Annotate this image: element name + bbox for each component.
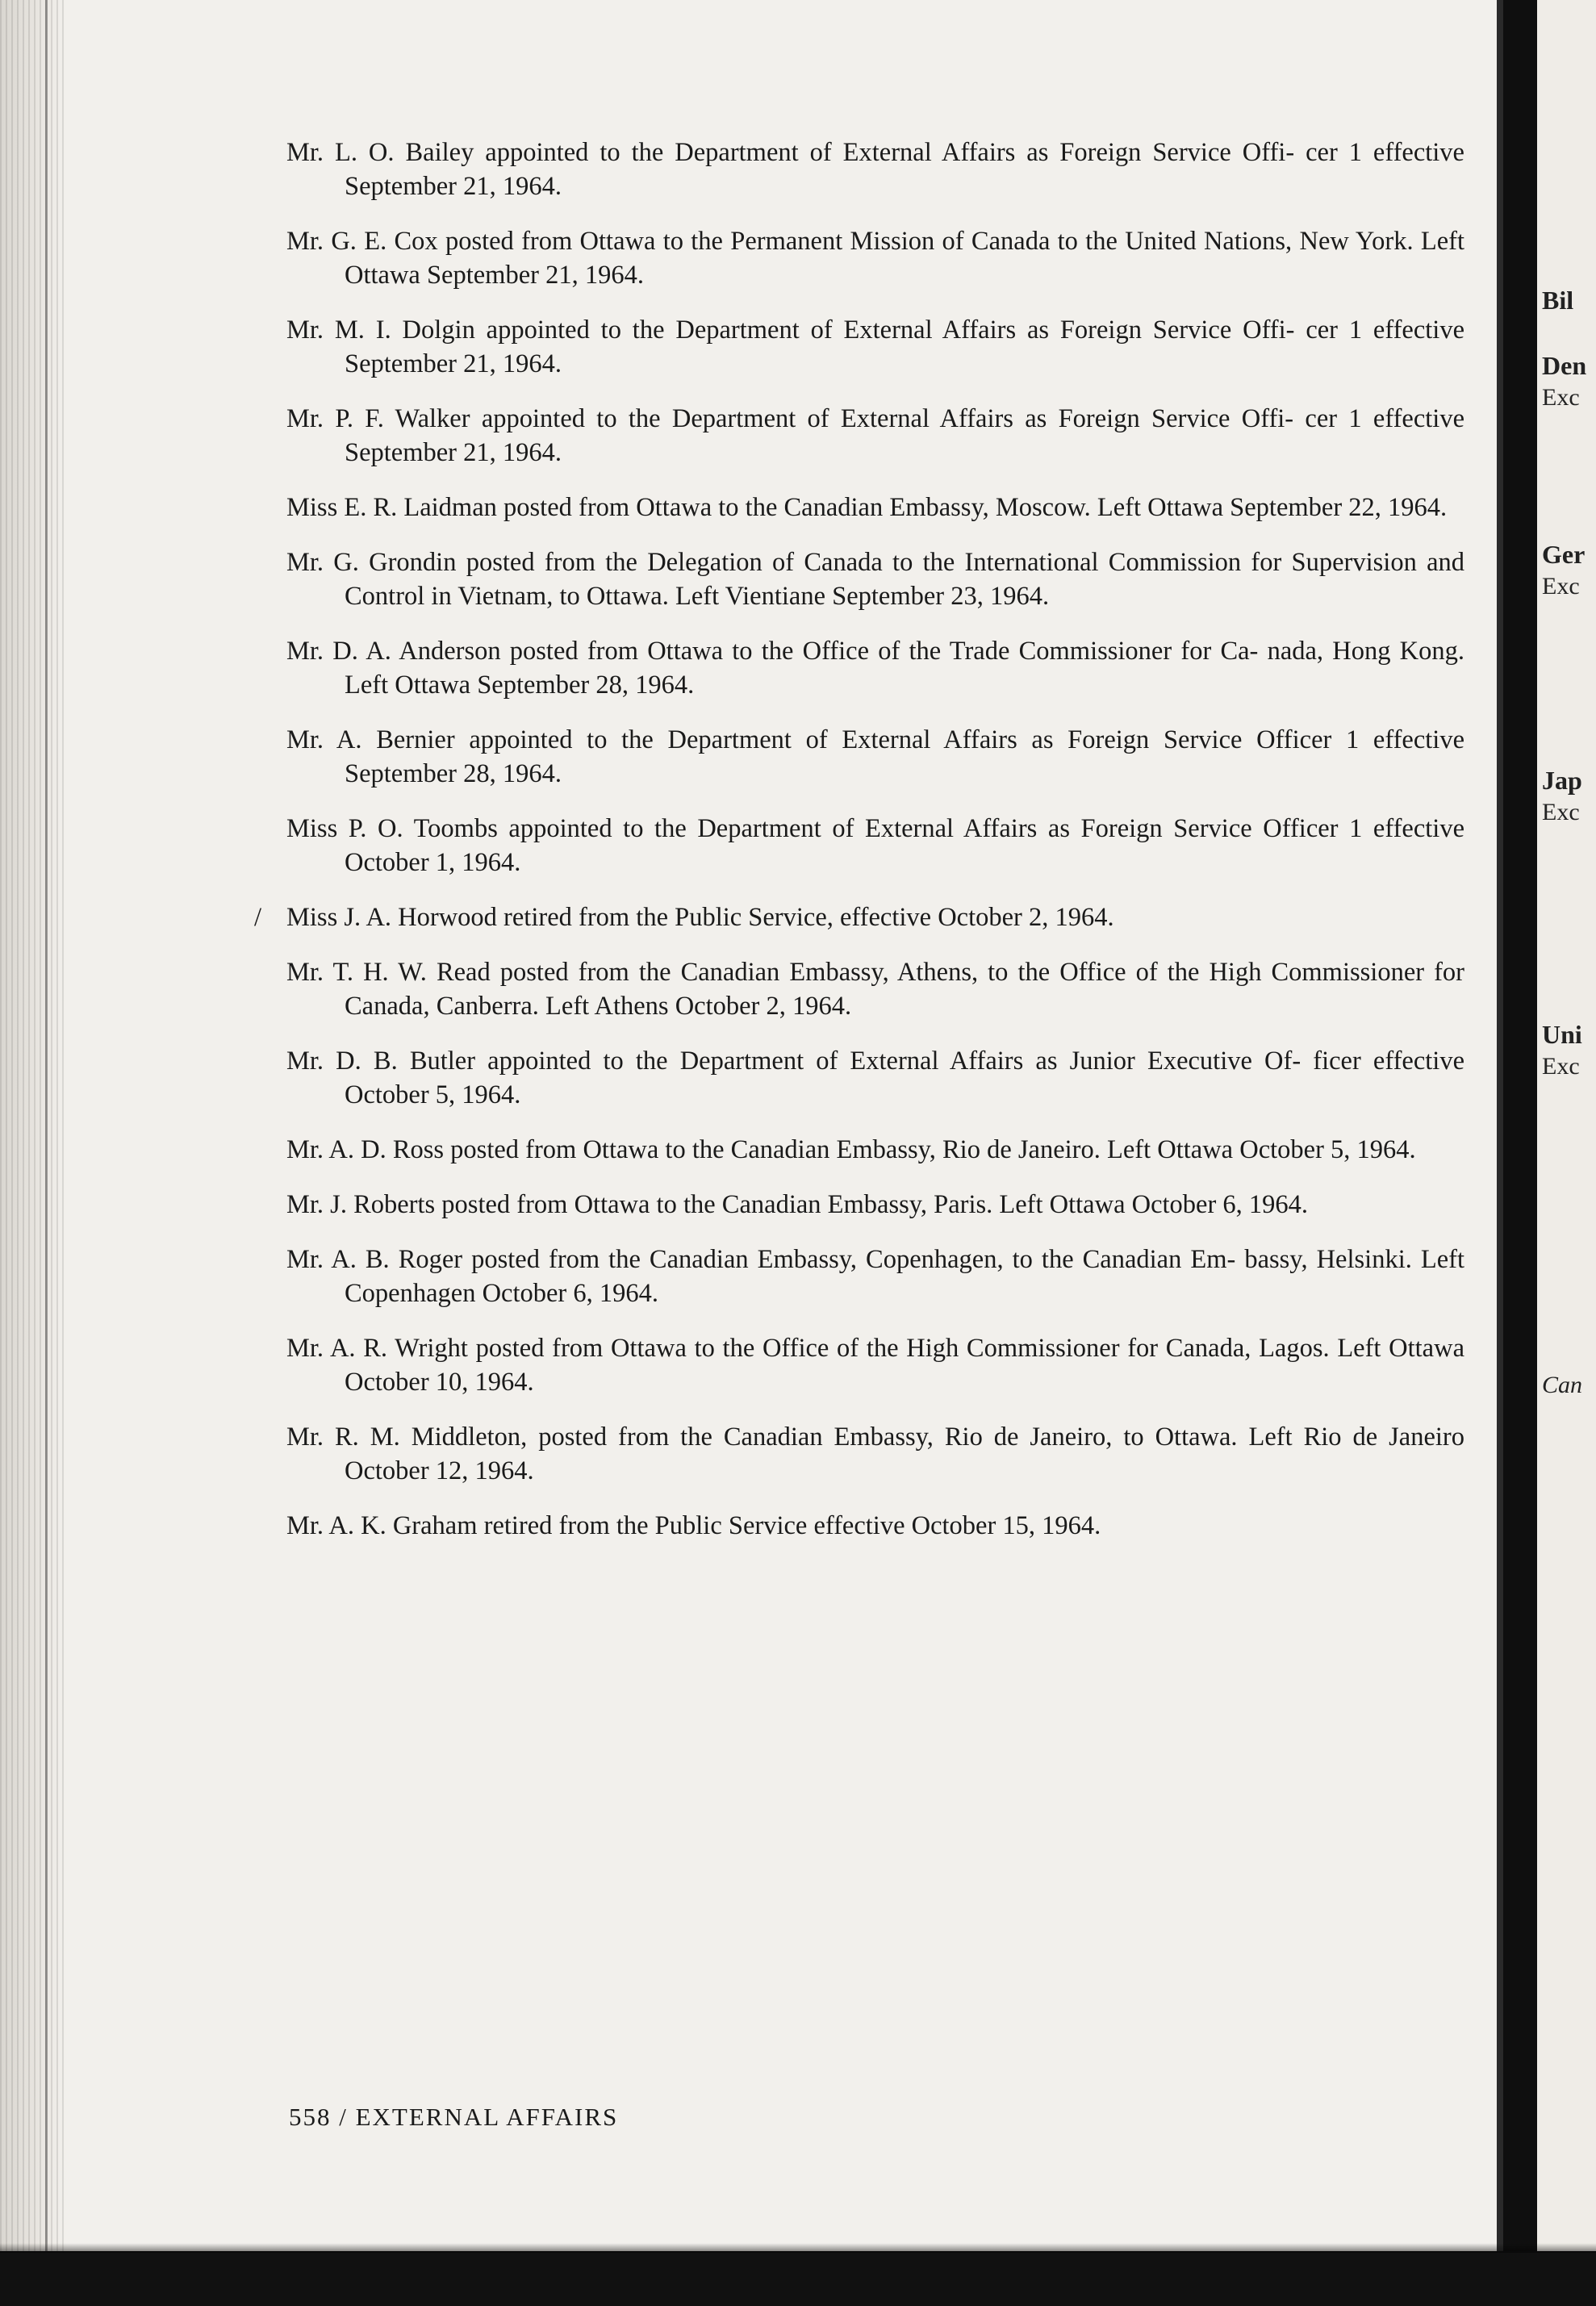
document-body [254,136,1464,1564]
appointment-entry [286,1243,1464,1310]
entry-text: Mr. G. E. Cox posted from Ottawa to the Permanent Mission of Canada to the United Nations, New York. Left Ottawa September 21, 1964. [286,227,1464,290]
appointment-entry [286,1331,1464,1399]
entry-text: Mr. P. F. Walker appointed to the Department of External Affairs as Foreign Service Offi- cer 1 effective September 21, 1964. [286,404,1464,467]
entry-text: Mr. A. Bernier appointed to the Department of External Affairs as Foreign Service Officer 1 effective September 28, 1964. [286,725,1464,788]
entry-text: Miss P. O. Toombs appointed to the Department of External Affairs as Foreign Service Officer 1 effective October 1, 1964. [286,814,1464,877]
appointment-entry [286,1044,1464,1112]
appointment-entry [286,1133,1464,1167]
margin-mark: / [254,903,262,932]
entry-text: Mr. A. D. Ross posted from Ottawa to the Canadian Embassy, Rio de Janeiro. Left Ottawa October 5, 1964. [286,1135,1416,1164]
adjacent-page-fragment: Exc [1542,573,1580,599]
appointment-entry [286,224,1464,292]
entry-text: Mr. J. Roberts posted from Ottawa to the Canadian Embassy, Paris. Left Ottawa October 6, 1964. [286,1190,1309,1219]
appointment-entry [286,723,1464,791]
adjacent-page-fragment: Bil [1542,286,1574,315]
appointment-entry [286,313,1464,381]
appointment-entry [254,900,1464,934]
entry-text: Mr. A. K. Graham retired from the Public Service effective October 15, 1964. [286,1511,1101,1540]
adjacent-page-fragment: Exc [1542,384,1580,411]
entry-text: Mr. M. I. Dolgin appointed to the Department of External Affairs as Foreign Service Offi- cer 1 effective September 21, 1964. [286,315,1464,378]
scan-bottom-border [0,2251,1596,2306]
adjacent-page-fragment: Uni [1542,1020,1582,1049]
entry-text: Miss J. A. Horwood retired from the Public Service, effective October 2, 1964. [286,903,1114,932]
appointment-entry [286,1188,1464,1222]
entry-text: Mr. A. R. Wright posted from Ottawa to the Office of the High Commissioner for Canada, Lagos. Left Ottawa October 10, 1964. [286,1334,1464,1397]
entry-text: Mr. D. A. Anderson posted from Ottawa to the Office of the Trade Commissioner for Ca- nada, Hong Kong. Left Ottawa September 28, 1964. [286,637,1464,700]
appointment-entry [286,545,1464,613]
entry-text: Mr. D. B. Butler appointed to the Department of External Affairs as Junior Executive Of- ficer effective October 5, 1964. [286,1046,1464,1109]
adjacent-page-fragment: Can [1542,1372,1583,1398]
appointment-entry [286,812,1464,879]
adjacent-page-margin [1537,0,1596,2306]
adjacent-page-fragment: Exc [1542,1053,1580,1080]
adjacent-page-fragment: Den [1542,351,1587,380]
adjacent-page-fragment: Exc [1542,799,1580,825]
adjacent-page-fragment: Jap [1542,766,1582,795]
adjacent-page-fragment: Ger [1542,540,1586,569]
appointment-entry [286,402,1464,470]
appointment-entry [286,136,1464,203]
page-footer: 558 / EXTERNAL AFFAIRS [289,2103,619,2131]
appointment-entry [286,1509,1464,1543]
entry-text: Mr. L. O. Bailey appointed to the Department of External Affairs as Foreign Service Offi- cer 1 effective September 21, 1964. [286,138,1464,201]
entry-text: Mr. T. H. W. Read posted from the Canadian Embassy, Athens, to the Office of the High Commissioner for Canada, Canberra. Left Athens October 2, 1964. [286,958,1464,1021]
appointment-entry [286,634,1464,702]
appointment-entry [286,491,1464,524]
entry-text: Mr. A. B. Roger posted from the Canadian Embassy, Copenhagen, to the Canadian Em- bassy, Helsinki. Left Copenhagen October 6, 1964. [286,1245,1464,1308]
book-binding-edge [0,0,66,2306]
entry-text: Mr. R. M. Middleton, posted from the Canadian Embassy, Rio de Janeiro, to Ottawa. Left Rio de Janeiro October 12, 1964. [286,1422,1464,1485]
entry-text: Mr. G. Grondin posted from the Delegation of Canada to the International Commission for Supervision and Control in Vietnam, to Ottawa. Left Vientiane September 23, 1964. [286,548,1464,611]
entry-text: Miss E. R. Laidman posted from Ottawa to the Canadian Embassy, Moscow. Left Ottawa September 22, 1964. [286,493,1448,522]
appointment-entry [286,955,1464,1023]
appointment-entry [286,1420,1464,1488]
